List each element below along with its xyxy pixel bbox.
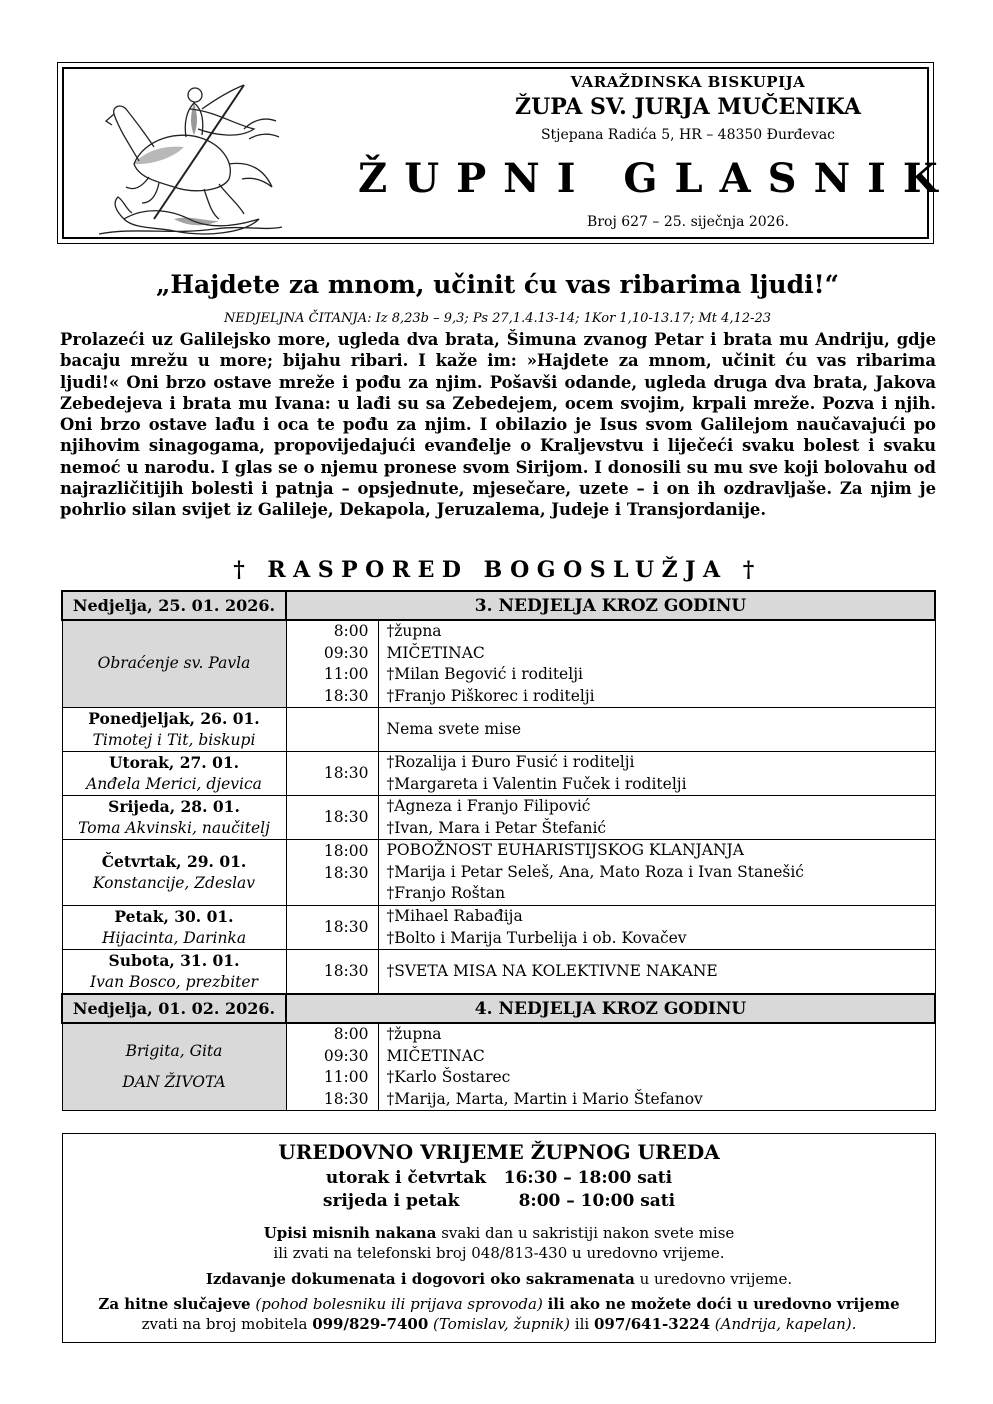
office-hours-title: UREDOVNO VRIJEME ŽUPNOG UREDA [278, 1140, 720, 1164]
sunday-date: Nedjelja, 25. 01. 2026. [62, 591, 286, 620]
sunday-masses-row [62, 1023, 935, 1111]
mass-time: 18:00 [323, 842, 369, 860]
weekday-mass-times [286, 708, 378, 752]
masthead-box [57, 62, 955, 244]
sunday-header-row [62, 994, 935, 1023]
weekday-mass-times [286, 796, 378, 840]
mass-time: 18:30 [323, 807, 369, 826]
sunday-readings: NEDJELJNA ČITANJA: Iz 8,23b – 9,3; Ps 27,1.4.13-14; 1Kor 1,10-13.17; Mt 4,12-23 [223, 311, 772, 326]
weekday-date: Utorak, 27. 01. [108, 753, 240, 772]
mass-intention: †Margareta i Valentin Fuček i roditelji [386, 774, 687, 793]
sunday-header-row [62, 591, 935, 620]
mass-time: 18:30 [323, 1089, 369, 1108]
weekday-date: Petak, 30. 01. [114, 907, 234, 926]
newsletter-title: ŽUPNI GLASNIK [358, 155, 955, 202]
sunday-date: Nedjelja, 01. 02. 2026. [62, 994, 286, 1023]
weekday-row [62, 708, 935, 752]
office-hours-tue-thu: utorak i četvrtak 16:30 – 18:00 sati [325, 1168, 673, 1188]
sunday-feast: Obraćenje sv. Pavla [62, 620, 286, 708]
saint-george-dragon-emblem-icon [94, 69, 284, 239]
sunday-title: 4. NEDJELJA KROZ GODINU [286, 994, 935, 1023]
weekday-cell [62, 796, 286, 840]
weekday-date: Ponedjeljak, 26. 01. [88, 709, 260, 728]
documents-text: u uredovno vrijeme. [634, 1270, 793, 1288]
weekday-mass-times [286, 906, 378, 950]
pastor-name: (Tomislav, župnik) [428, 1315, 571, 1333]
office-phone-info: ili zvati na telefonski broj 048/813-430 u uredovno vrijeme. [273, 1244, 725, 1262]
weekday-cell [62, 950, 286, 995]
pastor-phone: 099/829-7400 [312, 1315, 429, 1333]
mass-time: 11:00 [323, 665, 369, 683]
mass-intention: MIČETINAC [386, 643, 485, 662]
documents-info [63, 1270, 935, 1288]
mass-intention: MIČETINAC [386, 1046, 485, 1065]
mass-time: 18:30 [323, 686, 369, 705]
office-hours-wed-fri: srijeda i petak 8:00 – 10:00 sati [322, 1191, 676, 1211]
weekday-mass-times [286, 950, 378, 995]
weekday-date: Četvrtak, 29. 01. [101, 852, 247, 871]
mass-time: 18:30 [323, 961, 369, 980]
mass-time: 18:30 [323, 917, 369, 936]
mass-intention: †Mihael Rabađija [386, 907, 523, 925]
weekday-row [62, 950, 935, 995]
mass-intention: †Agneza i Franjo Filipović [386, 797, 591, 815]
weekday-row [62, 906, 935, 950]
mass-intention: †Franjo Piškorec i roditelji [386, 686, 595, 705]
emergency-phones [63, 1315, 935, 1333]
issue-number-date: Broj 627 – 25. siječnja 2026. [587, 214, 789, 230]
weekday-saint: Konstancije, Zdeslav [92, 873, 256, 892]
sunday-title: 3. NEDJELJA KROZ GODINU [286, 591, 935, 620]
weekday-row [62, 796, 935, 840]
gospel-headline: „Hajdete za mnom, učinit ću vas ribarima ljudi!“ [156, 270, 839, 299]
parish-address: Stjepana Radića 5, HR – 48350 Đurđevac [540, 127, 836, 143]
weekday-mass-times [286, 840, 378, 906]
mass-intention: †Rozalija i Đuro Fusić i roditelji [386, 753, 635, 771]
weekday-intentions [378, 906, 935, 950]
mass-time: 09:30 [323, 643, 369, 662]
weekday-row [62, 752, 935, 796]
sunday-mass-times [286, 620, 378, 708]
weekday-saint: Hijacinta, Darinka [101, 928, 247, 947]
weekday-saint: Toma Akvinski, naučitelj [78, 818, 270, 837]
weekday-cell [62, 906, 286, 950]
weekday-intentions [378, 708, 935, 752]
mass-intention: POBOŽNOST EUHARISTIJSKOG KLANJANJA [386, 841, 744, 860]
weekday-mass-times [286, 752, 378, 796]
weekday-saint: Timotej i Tit, biskupi [92, 730, 256, 749]
schedule-title: † RASPORED BOGOSLUŽJA † [233, 557, 762, 583]
emergency-examples: (pohod bolesniku ili prijava sprovoda) [250, 1295, 548, 1313]
mass-intention: †Karlo Šostarec [386, 1068, 511, 1086]
mass-intentions-text: svaki dan u sakristiji nakon svete mise [436, 1224, 735, 1242]
weekday-row [62, 840, 935, 906]
mass-intention: †Milan Begović i roditelji [386, 665, 583, 683]
weekday-cell [62, 840, 286, 906]
mass-intention: †Marija i Petar Seleš, Ana, Mato Roza i Ivan Stanešić [386, 862, 804, 881]
weekday-saint: Anđela Merici, djevica [86, 774, 262, 793]
parish-name: ŽUPA SV. JURJA MUČENIKA [515, 94, 861, 120]
mass-time: 8:00 [333, 1025, 369, 1043]
mass-intention: †župna [386, 622, 442, 640]
weekday-intentions [378, 840, 935, 906]
sunday-intentions [378, 620, 935, 708]
office-hours-box [62, 1133, 936, 1343]
mass-time: 11:00 [323, 1068, 369, 1086]
weekday-date: Srijeda, 28. 01. [108, 797, 240, 816]
emergency-info [63, 1295, 935, 1313]
sunday-masses-row [62, 620, 935, 708]
mass-intention: Nema svete mise [386, 719, 522, 738]
sunday-feast-cell [62, 1023, 286, 1111]
mobile-intro: zvati na broj mobitela [141, 1315, 313, 1333]
mass-intentions-info [63, 1224, 935, 1242]
weekday-intentions [378, 752, 935, 796]
mass-intention: †župna [386, 1025, 442, 1043]
emergency-label: Za hitne slučajeve [98, 1295, 251, 1313]
mass-intention: †Franjo Roštan [386, 884, 506, 903]
sunday-feast: Brigita, Gita [125, 1041, 223, 1060]
emergency-condition: ili ako ne možete doći u uredovno vrijeme [547, 1295, 900, 1313]
chaplain-phone: 097/641-3224 [593, 1315, 711, 1333]
weekday-date: Subota, 31. 01. [108, 951, 240, 970]
gospel-text: Prolazeći uz Galilejsko more, ugleda dva brata, Šimuna zvanog Petar i brata mu Andriju, gdje bacaju mrežu u more; bijahu ribari. I kaže im: »Hajdete za mnom, učinit ću vas ribarima ljudi!« Oni brzo ostave mreže i pođu za njim. Pošavši odande, ugleda druga dva brata, Jakova Zebedejeva i brata mu Ivana: u lađi su sa Zebedejem, ocem svojim, krpali mreže. Pozva i njih. Oni brzo ostave lađu i oca te pođu za njim. I obilazio je Isus svom Galilejom naučavajući po njihovim sinagogama, propovijedajući evanđelje o Kraljevstvu i liječeći svaku bolest i svaku nemoć u narodu. I glas se o njemu pronese svom Sirijom. I donosili su mu sve koji bolovahu od najrazličitijih bolesti i patnja – opsjednute, mjesečare, uzete – i on ih ozdravljaše. Za njim je pohrlio silan svijet iz Galileje, Dekapola, Jeruzalema, Judeje i Transjordanije. [60, 330, 936, 520]
day-of-life-note: DAN ŽIVOTA [122, 1073, 226, 1091]
mass-time: 18:30 [323, 863, 369, 882]
mass-time: 8:00 [333, 622, 369, 640]
mass-intention: †Marija, Marta, Martin i Mario Štefanov [386, 1089, 703, 1108]
documents-label: Izdavanje dokumenata i dogovori oko sakramenata [205, 1270, 635, 1288]
mass-intention: †Bolto i Marija Turbelija i ob. Kovačev [386, 928, 687, 947]
sunday-mass-times [286, 1023, 378, 1111]
weekday-cell [62, 752, 286, 796]
weekday-saint: Ivan Bosco, prezbiter [90, 972, 258, 991]
mass-intention: †SVETA MISA NA KOLEKTIVNE NAKANE [386, 961, 718, 980]
weekday-cell [62, 708, 286, 752]
or-text: ili [570, 1315, 594, 1333]
diocese-name: VARAŽDINSKA BISKUPIJA [570, 73, 806, 91]
mass-schedule-table [61, 590, 936, 1111]
mass-intention: †Ivan, Mara i Petar Štefanić [386, 818, 607, 837]
weekday-intentions [378, 950, 935, 995]
chaplain-name: (Andrija, kapelan). [710, 1315, 857, 1333]
weekday-intentions [378, 796, 935, 840]
mass-time: 18:30 [323, 763, 369, 782]
sunday-intentions [378, 1023, 935, 1111]
mass-time: 09:30 [323, 1046, 369, 1065]
mass-intentions-label: Upisi misnih nakana [263, 1224, 437, 1242]
